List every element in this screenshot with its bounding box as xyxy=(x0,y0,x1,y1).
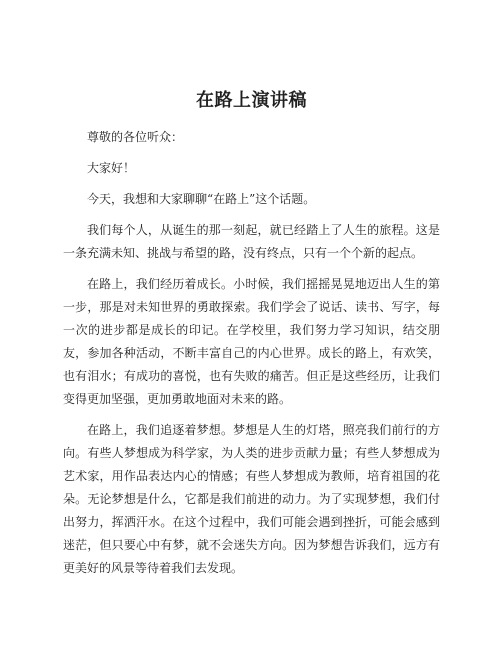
paragraph-dreams: 在路上，我们追逐着梦想。梦想是人生的灯塔，照亮我们前行的方向。有些人梦想成为科学家，为人类的进步贡献力量；有些人梦想成为艺术家，用作品表达内心的情感；有些人梦想成为教师，培育祖国的花朵。无论梦想是什么，它都是我们前进的动力。为了实现梦想，我们付出努力，挥洒汗水。在这个过程中，我们可能会遇到挫折，可能会感到迷茫，但只要心中有梦，就不会迷失方向。因为梦想告诉我们，远方有更美好的风景等待着我们去发现。 xyxy=(63,423,440,575)
paragraph-growth: 在路上，我们经历着成长。小时候，我们摇摇晃晃地迈出人生的第一步，那是对未知世界的勇敢探索。我们学会了说话、读书、写字，每一次的进步都是成长的印记。在学校里，我们努力学习知识，结交朋友，参加各种活动，不断丰富自己的内心世界。成长的路上，有欢笑，也有泪水；有成功的喜悦，也有失败的痛苦。但正是这些经历，让我们变得更加坚强，更加勇敢地面对未来的路。 xyxy=(63,277,440,406)
paragraph-salutation: 尊敬的各位听众： xyxy=(87,130,184,144)
paragraph-greeting: 大家好！ xyxy=(87,161,136,175)
paragraph-journey: 我们每个人，从诞生的那一刻起，就已经踏上了人生的旅程。这是一条充满未知、挑战与希望的路，没有终点，只有一个个新的起点。 xyxy=(63,223,440,260)
paragraph-intro: 今天，我想和大家聊聊“在路上”这个话题。 xyxy=(87,192,316,206)
document-title: 在路上演讲稿 xyxy=(196,90,307,111)
